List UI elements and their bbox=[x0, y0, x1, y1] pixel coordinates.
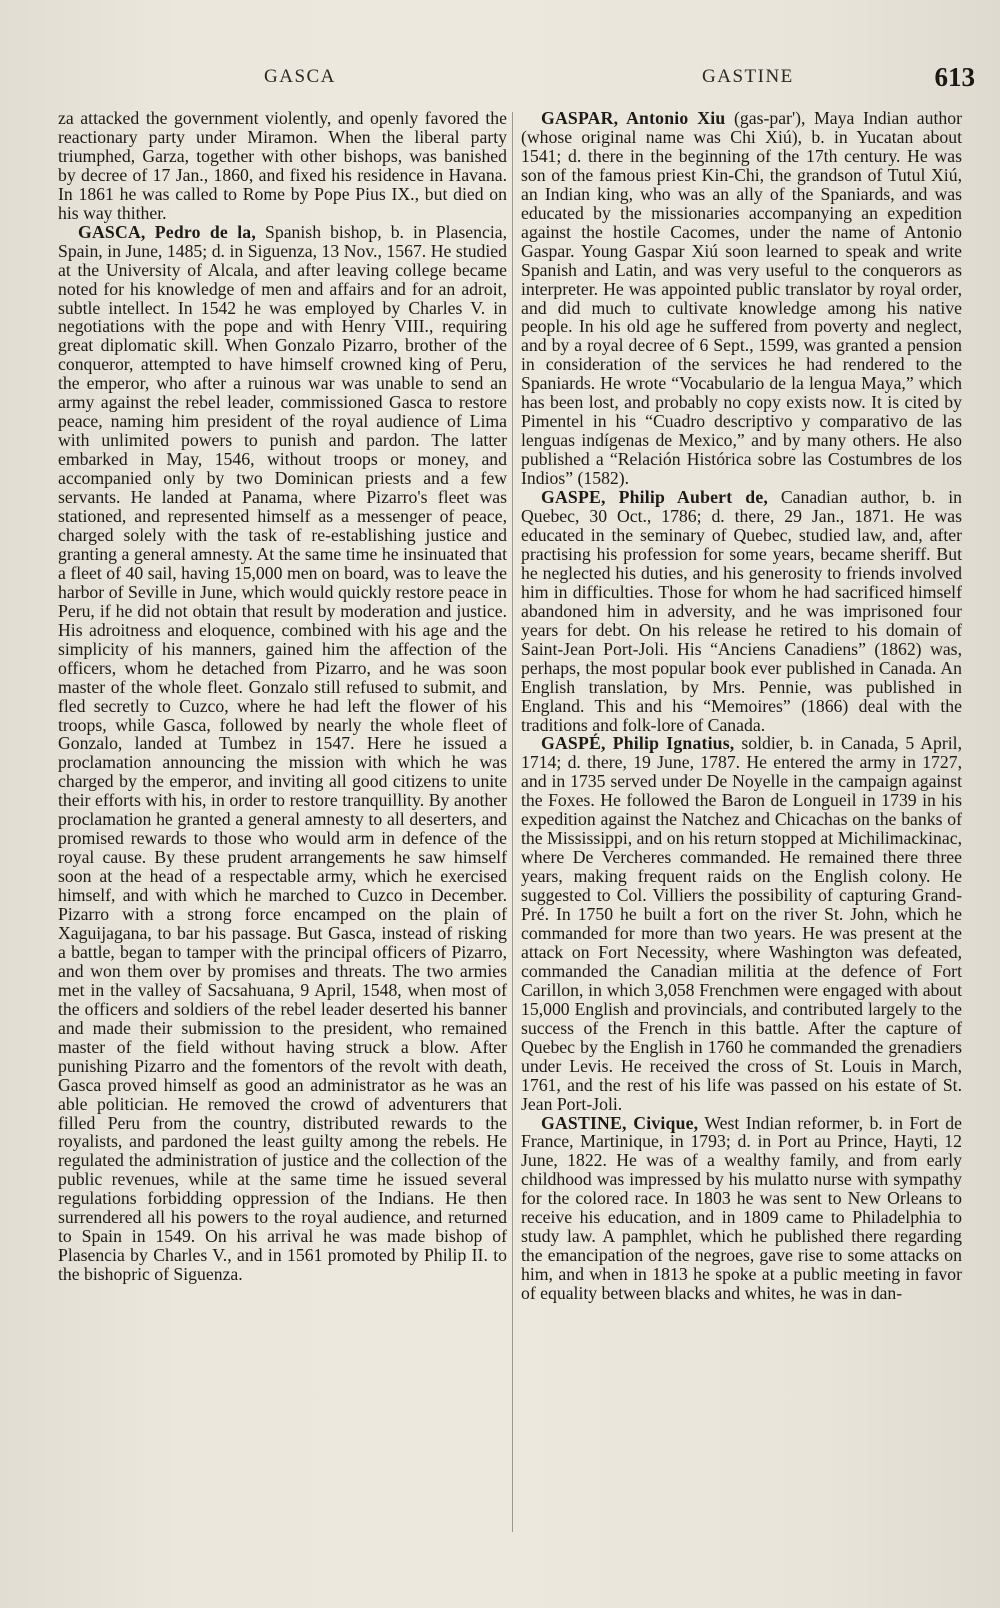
page-number: 613 bbox=[934, 62, 975, 92]
entry-headword: GASPÉ, Philip Ignatius, bbox=[541, 733, 735, 754]
entry-gaspar-antonio bbox=[521, 109, 962, 488]
column-divider bbox=[512, 112, 513, 1532]
entry-gastine-civique bbox=[521, 1114, 962, 1304]
left-column bbox=[58, 109, 507, 1284]
entry-body: soldier, b. in Canada, 5 April, 1714; d. there, 19 June, 1787. He entered the army in 1727, and in 1735 served under De Noyelle in the campaign against the Foxes. He followed the Baron de Longueil in 1739 in his expedition against the Natchez and Chicachas on the banks of the Mississippi, and on his return stopped at Michilimackinac, where De Vercheres commanded. He remained there three years, making frequent raids on the English colony. He suggested to Col. Villiers the possibility of capturing Grand-Pré. In 1750 he built a fort on the river St. John, which he commanded for more than two years. He was present at the attack on Fort Necessity, where Washington was defeated, commanded the Canadian militia at the defence of Fort Carillon, in which 3,058 Frenchmen were engaged with about 15,000 English and provincials, and contributed largely to the success of the French in this battle. After the capture of Quebec by the English in 1760 he commanded the grenadiers under Levis. He received the cross of St. Louis in March, 1761, and the rest of his life was passed on his estate of St. Jean Port-Joli. bbox=[521, 733, 962, 1114]
right-column bbox=[521, 109, 962, 1303]
entry-body: (gas-par'), Maya Indian author (whose original name was Chi Xiú), b. in Yucatan about 1541; d. there in the beginning of the 17th century. He was son of the famous priest Kin-Chi, the grandson of Tutul Xiú, an Indian king, who was an ally of the Spaniards, and was educated by the missionaries accompanying an expedition against the hostile Cacomes, under the name of Antonio Gaspar. Young Gaspar Xiú soon learned to speak and write Spanish and Latin, and was very useful to the conquerors as interpreter. He was appointed public translator by royal order, and did much to cultivate knowledge among his native people. In his old age he suffered from poverty and neglect, and by a royal decree of 6 Sept., 1599, was granted a pension in consideration of the services he had rendered to the Spaniards. He wrote “Vocabulario de la lengua Maya,” which has been lost, and probably no copy exists now. It is cited by Pimentel in his “Cuadro descriptivo y comparativo de las lenguas indígenas de Mexico,” and by many others. He also published a “Relación Histórica sobre las Costumbres de los Indios” (1582). bbox=[521, 108, 962, 489]
left-running-head: GASCA bbox=[264, 66, 336, 87]
entry-gasca-pedro bbox=[58, 223, 507, 1284]
entry-gaspe-philip-aubert bbox=[521, 488, 962, 734]
entry-body: West Indian reformer, b. in Fort de France, Martinique, in 1793; d. in Port au Prince, Hayti, 12 June, 1822. He was of a wealthy family, and from early childhood was impressed by his mulatto nurse with sympathy for the colored race. In 1803 he was sent to New Orleans to receive his education, and in 1809 came to Philadelphia to study law. A pamphlet, which he published there regarding the emancipation of the negroes, gave rise to some attacks on him, and when in 1813 he spoke at a public meeting in favor of equality between blacks and whites, he was in dan- bbox=[521, 1112, 962, 1304]
entry-headword: GASPAR, Antonio Xiu bbox=[541, 108, 726, 128]
entry-body: Spanish bishop, b. in Plasencia, Spain, in June, 1485; d. in Siguenza, 13 Nov., 1567. He studied at the University of Alcala, and after leaving college became noted for his knowledge of men and affairs and for an adroit, subtle intellect. In 1542 he was employed by Charles V. in negotiations with the pope and with Henry VIII., requiring great diplomatic skill. When Gonzalo Pizarro, brother of the conqueror, attempted to have himself crowned king of Peru, the emperor, who after a ruinous war was unable to send an army against the rebel leader, commissioned Gasca to restore peace, naming him president of the royal audience of Lima with unlimited powers to punish and pardon. The latter embarked in May, 1546, without troops or money, and accompanied only by two Dominican priests and a few servants. He landed at Panama, where Pizarro's fleet was stationed, and represented himself as a messenger of peace, charged solely with the task of re-establishing justice and granting a general amnesty. At the same time he insinuated that a fleet of 40 sail, having 15,000 men on board, was to leave the harbor of Seville in June, which would quickly restore peace in Peru, if he did not obtain that result by moderation and justice. His adroitness and eloquence, combined with his age and the simplicity of his manners, gained him the affection of the officers, whom he detached from Pizarro, and he was soon master of the whole fleet. Gonzalo still refused to submit, and fled secretly to Cuzco, where he had left the flower of his troops, while Gasca, followed by nearly the whole fleet of Gonzalo, landed at Tumbez in 1547. Here he issued a proclamation announcing the mission with which he was charged by the emperor, and inviting all good citizens to unite their efforts with his, in order to restore tranquillity. By another proclamation he granted a general amnesty to all deserters, and promised rewards to those who would arm in defence of the royal cause. By these prudent arrangements he saw himself soon at the head of a respectable army, which he exercised himself, and with which he marched to Cuzco in December. Pizarro with a strong force encamped on the plain of Xaguijagana, to bar his passage. But Gasca, instead of risking a battle, began to tamper with the principal officers of Pizarro, and won them over by promises and threats. The two armies met in the valley of Sacsahuana, 9 April, 1548, when most of the officers and soldiers of the rebel leader deserted his banner and made their submission to the president, who remained master of the field without having struck a blow. After punishing Pizarro and the fomentors of the revolt with death, Gasca proved himself as good an administrator as he was an able politician. He removed the crowd of adventurers that filled Peru from the country, distributed rewards to the royalists, and pardoned the least guilty among the rebels. He regulated the administration of justice and the collection of the public revenues, while at the same time he issued several regulations forbidding oppression of the Indians. He then surrendered all his powers to the royal audience, and returned to Spain in 1549. On his arrival he was made bishop of Plasencia by Charles V., and in 1561 promoted by Philip II. to the bishopric of Siguenza. bbox=[58, 221, 508, 1285]
entry-gaspe-philip-ignatius bbox=[521, 734, 962, 1113]
entry-headword: GASTINE, Civique, bbox=[541, 1112, 699, 1133]
entry-body: Canadian author, b. in Quebec, 30 Oct., 1786; d. there, 29 Jan., 1871. He was educated in the seminary of Quebec, studied law, and, after practising his profession for some years, became sheriff. But he neglected his duties, and his generosity to friends involved him in difficulties. Those for whom he had sacrificed himself abandoned him in adversity, and he was imprisoned four years for debt. On his release he retired to his domain of Saint-Jean Port-Joli. His “Anciens Canadiens” (1862) was, perhaps, the most popular book ever published in Canada. An English translation, by Mrs. Pennie, was published in England. This and his “Memoires” (1866) deal with the traditions and folk-lore of Canada. bbox=[521, 487, 962, 735]
right-running-head: GASTINE bbox=[702, 66, 794, 87]
entry-headword: GASPE, Philip Aubert de, bbox=[541, 487, 769, 508]
page-header bbox=[0, 62, 1000, 102]
continued-entry-text: za attacked the government violently, and openly favored the reactionary party under Miramon. When the liberal party triumphed, Garza, together with other bishops, was banished by decree of 17 Jan., 1860, and fixed his residence in Havana. In 1861 he was called to Rome by Pope Pius IX., but died on his way thither. bbox=[58, 108, 507, 223]
entry-headword: GASCA, Pedro de la, bbox=[78, 221, 256, 242]
